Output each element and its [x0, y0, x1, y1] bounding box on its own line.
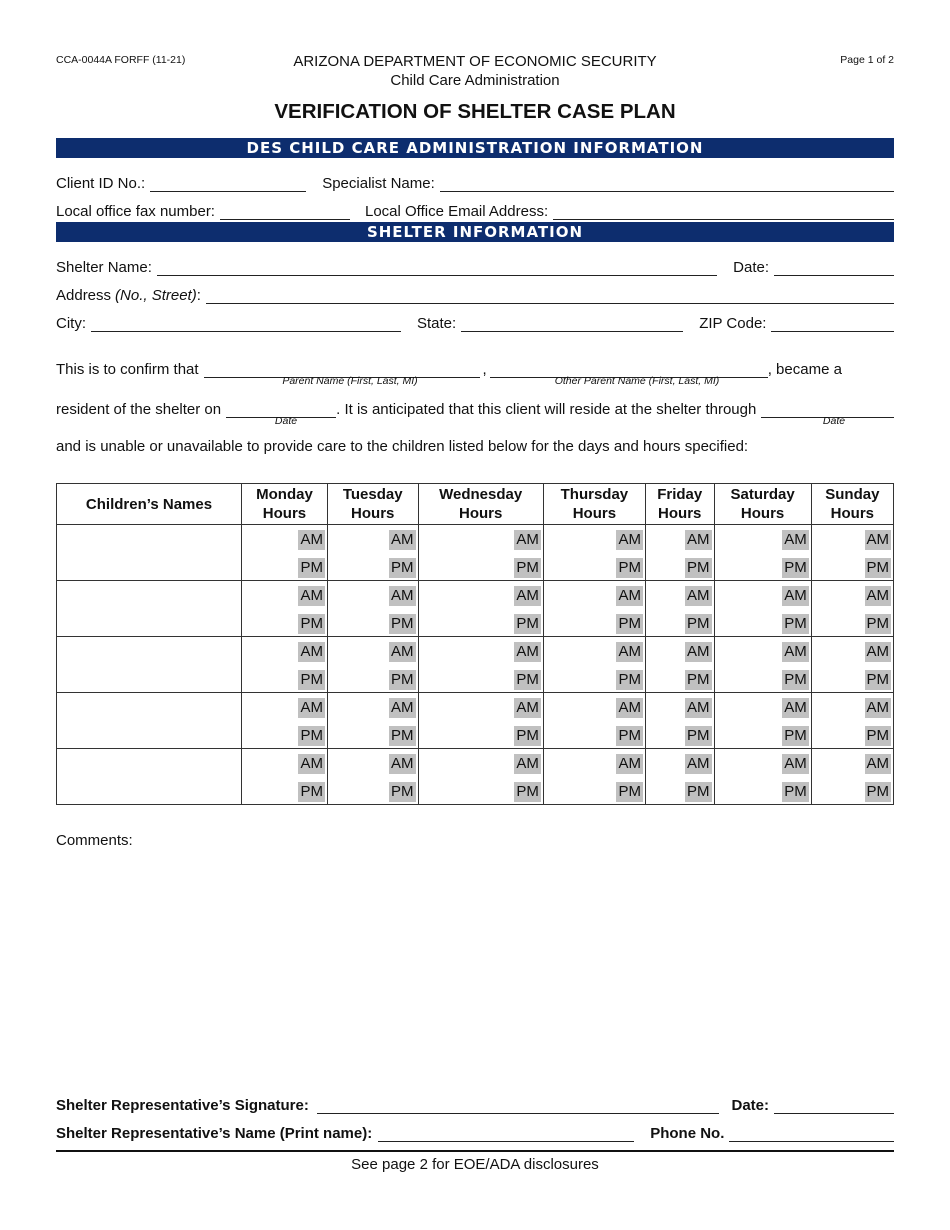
pm-marker: PM: [391, 615, 414, 632]
pm-marker: PM: [516, 615, 539, 632]
pm-marker: PM: [866, 615, 889, 632]
am-marker: AM: [300, 587, 323, 604]
child-name-cell[interactable]: [57, 749, 242, 805]
day-header: Tuesday Hours: [327, 484, 418, 525]
pm-marker: PM: [687, 671, 710, 688]
pm-marker: PM: [391, 559, 414, 576]
pm-marker: PM: [516, 783, 539, 800]
hours-cell[interactable]: [811, 581, 893, 637]
pm-marker: PM: [391, 671, 414, 688]
comments-label: Comments:: [56, 832, 133, 849]
fax-email-row: [56, 200, 894, 220]
hours-cell[interactable]: [811, 525, 893, 581]
pm-marker: PM: [516, 559, 539, 576]
hours-cell[interactable]: [714, 637, 811, 693]
pm-marker: PM: [784, 615, 807, 632]
city-state-zip-row: [56, 312, 894, 332]
day-header: Monday Hours: [242, 484, 328, 525]
hours-cell[interactable]: [543, 525, 645, 581]
hours-cell[interactable]: [645, 693, 714, 749]
hours-cell[interactable]: [327, 749, 418, 805]
am-marker: AM: [300, 643, 323, 660]
am-marker: AM: [391, 643, 414, 660]
signature-date-field[interactable]: [774, 1099, 894, 1114]
am-marker: AM: [391, 531, 414, 548]
am-marker: AM: [687, 531, 710, 548]
am-marker: AM: [687, 587, 710, 604]
client-id-field[interactable]: [150, 177, 306, 192]
pm-marker: PM: [618, 783, 641, 800]
pm-marker: PM: [784, 727, 807, 744]
fax-field[interactable]: [220, 205, 350, 220]
hours-cell[interactable]: [714, 581, 811, 637]
table-row: [57, 637, 894, 693]
resident-text: resident of the shelter on: [56, 401, 222, 418]
zip-label: ZIP Code:: [699, 315, 767, 332]
parent-name-caption: Parent Name (First, Last, MI): [282, 375, 418, 387]
hours-cell[interactable]: [811, 637, 893, 693]
schedule-body: [57, 525, 894, 805]
pm-marker: PM: [300, 559, 323, 576]
table-row: [57, 581, 894, 637]
hours-cell[interactable]: [543, 581, 645, 637]
children-names-header: Children’s Names: [57, 484, 242, 525]
am-marker: AM: [687, 755, 710, 772]
day-header: Friday Hours: [645, 484, 714, 525]
client-specialist-row: [56, 172, 894, 192]
pm-marker: PM: [516, 727, 539, 744]
table-row: [57, 749, 894, 805]
confirm-line-2: [56, 398, 894, 418]
pm-marker: PM: [687, 559, 710, 576]
day-header: Saturday Hours: [714, 484, 811, 525]
footer-divider: [56, 1150, 894, 1152]
hours-cell[interactable]: [418, 693, 543, 749]
am-marker: AM: [618, 587, 641, 604]
shelter-name-row: [56, 256, 894, 276]
hours-cell[interactable]: [327, 525, 418, 581]
hours-cell[interactable]: [543, 637, 645, 693]
hours-cell[interactable]: [645, 581, 714, 637]
email-label: Local Office Email Address:: [364, 203, 549, 220]
hours-cell[interactable]: [714, 749, 811, 805]
table-row: [57, 693, 894, 749]
anticipated-text: . It is anticipated that this client will reside at the shelter through: [336, 401, 757, 418]
am-marker: AM: [784, 531, 807, 548]
hours-cell[interactable]: [645, 637, 714, 693]
am-marker: AM: [300, 755, 323, 772]
am-marker: AM: [516, 587, 539, 604]
am-marker: AM: [866, 699, 889, 716]
schedule-table: [56, 483, 894, 805]
city-label: City:: [56, 315, 86, 332]
address-colon: :: [196, 287, 201, 304]
am-marker: AM: [618, 643, 641, 660]
pm-marker: PM: [300, 671, 323, 688]
comma: ,: [482, 361, 487, 378]
hours-cell[interactable]: [645, 525, 714, 581]
address-field[interactable]: [206, 289, 894, 304]
am-marker: AM: [516, 699, 539, 716]
am-marker: AM: [516, 755, 539, 772]
pm-marker: PM: [618, 615, 641, 632]
hours-cell[interactable]: [543, 749, 645, 805]
print-name-label: Shelter Representative’s Name (Print name):: [56, 1125, 373, 1142]
hours-cell[interactable]: [543, 693, 645, 749]
resident-date-caption: Date: [274, 415, 298, 427]
signature-row: [56, 1094, 894, 1114]
hours-cell[interactable]: [242, 693, 328, 749]
through-date-caption: Date: [822, 415, 846, 427]
am-marker: AM: [618, 699, 641, 716]
signature-label: Shelter Representative’s Signature:: [56, 1097, 309, 1114]
other-parent-name-caption: Other Parent Name (First, Last, MI): [554, 375, 720, 387]
pm-marker: PM: [687, 615, 710, 632]
day-header: Sunday Hours: [811, 484, 893, 525]
pm-marker: PM: [618, 559, 641, 576]
pm-marker: PM: [618, 671, 641, 688]
hours-cell[interactable]: [811, 693, 893, 749]
am-marker: AM: [618, 755, 641, 772]
address-label: Address: [56, 287, 112, 304]
hours-cell[interactable]: [242, 525, 328, 581]
agency-block: [0, 52, 950, 90]
fax-label: Local office fax number:: [56, 203, 215, 220]
page-title: VERIFICATION OF SHELTER CASE PLAN: [274, 100, 676, 123]
footer-note: See page 2 for EOE/ADA disclosures: [351, 1156, 599, 1173]
am-marker: AM: [391, 699, 414, 716]
comments-area[interactable]: [56, 856, 894, 1076]
hours-cell[interactable]: [418, 581, 543, 637]
am-marker: AM: [687, 643, 710, 660]
am-marker: AM: [784, 643, 807, 660]
child-name-cell[interactable]: [57, 693, 242, 749]
am-marker: AM: [866, 531, 889, 548]
state-label: State:: [417, 315, 457, 332]
hours-cell[interactable]: [242, 637, 328, 693]
form-number: CCA-0044A FORFF (11-21): [56, 54, 186, 66]
pm-marker: PM: [784, 671, 807, 688]
hours-cell[interactable]: [242, 749, 328, 805]
des-section-heading: DES CHILD CARE ADMINISTRATION INFORMATION: [56, 138, 894, 158]
hours-cell[interactable]: [327, 693, 418, 749]
hours-cell[interactable]: [645, 749, 714, 805]
am-marker: AM: [866, 755, 889, 772]
day-header: Thursday Hours: [543, 484, 645, 525]
hours-cell[interactable]: [242, 581, 328, 637]
client-id-label: Client ID No.:: [56, 175, 146, 192]
hours-cell[interactable]: [418, 749, 543, 805]
hours-cell[interactable]: [714, 693, 811, 749]
child-name-cell[interactable]: [57, 637, 242, 693]
child-name-cell[interactable]: [57, 581, 242, 637]
print-name-row: [56, 1122, 894, 1142]
am-marker: AM: [516, 643, 539, 660]
day-header: Wednesday Hours: [418, 484, 543, 525]
pm-marker: PM: [391, 783, 414, 800]
signature-date-label: Date:: [731, 1097, 769, 1114]
am-marker: AM: [784, 587, 807, 604]
confirm-intro: This is to confirm that: [56, 361, 199, 378]
specialist-name-field[interactable]: [440, 177, 894, 192]
hours-cell[interactable]: [327, 637, 418, 693]
pm-marker: PM: [784, 783, 807, 800]
became-a-text: , became a: [767, 361, 842, 378]
phone-label: Phone No.: [650, 1125, 725, 1142]
am-marker: AM: [300, 531, 323, 548]
print-name-field[interactable]: [378, 1127, 634, 1142]
unable-text: and is unable or unavailable to provide care to the children listed below for the days and hours specified:: [56, 438, 749, 455]
zip-field[interactable]: [771, 317, 894, 332]
am-marker: AM: [784, 755, 807, 772]
table-row: [57, 525, 894, 581]
hours-cell[interactable]: [327, 581, 418, 637]
am-marker: AM: [391, 755, 414, 772]
am-marker: AM: [866, 643, 889, 660]
shelter-section-heading: SHELTER INFORMATION: [56, 222, 894, 242]
shelter-date-field[interactable]: [774, 261, 894, 276]
agency-name: ARIZONA DEPARTMENT OF ECONOMIC SECURITY: [293, 53, 657, 70]
pm-marker: PM: [866, 671, 889, 688]
specialist-name-label: Specialist Name:: [322, 175, 435, 192]
am-marker: AM: [866, 587, 889, 604]
signature-field[interactable]: [317, 1099, 720, 1114]
address-row: [56, 284, 894, 304]
am-marker: AM: [516, 531, 539, 548]
hours-cell[interactable]: [418, 525, 543, 581]
shelter-name-label: Shelter Name:: [56, 259, 152, 276]
pm-marker: PM: [300, 615, 323, 632]
state-field[interactable]: [461, 317, 683, 332]
child-name-cell[interactable]: [57, 525, 242, 581]
pm-marker: PM: [391, 727, 414, 744]
hours-cell[interactable]: [714, 525, 811, 581]
pm-marker: PM: [687, 783, 710, 800]
email-field[interactable]: [553, 205, 894, 220]
pm-marker: PM: [687, 727, 710, 744]
division-name: Child Care Administration: [390, 72, 560, 89]
hours-cell[interactable]: [811, 749, 893, 805]
am-marker: AM: [391, 587, 414, 604]
pm-marker: PM: [300, 727, 323, 744]
shelter-name-field[interactable]: [157, 261, 717, 276]
am-marker: AM: [618, 531, 641, 548]
am-marker: AM: [784, 699, 807, 716]
pm-marker: PM: [516, 671, 539, 688]
schedule-header-row: [57, 484, 894, 525]
phone-field[interactable]: [729, 1127, 894, 1142]
am-marker: AM: [300, 699, 323, 716]
pm-marker: PM: [866, 783, 889, 800]
pm-marker: PM: [866, 559, 889, 576]
pm-marker: PM: [618, 727, 641, 744]
hours-cell[interactable]: [418, 637, 543, 693]
pm-marker: PM: [866, 727, 889, 744]
page-number: Page 1 of 2: [840, 54, 894, 66]
city-field[interactable]: [91, 317, 401, 332]
address-hint: (No., Street): [115, 287, 197, 304]
shelter-date-label: Date:: [733, 259, 769, 276]
am-marker: AM: [687, 699, 710, 716]
pm-marker: PM: [300, 783, 323, 800]
pm-marker: PM: [784, 559, 807, 576]
